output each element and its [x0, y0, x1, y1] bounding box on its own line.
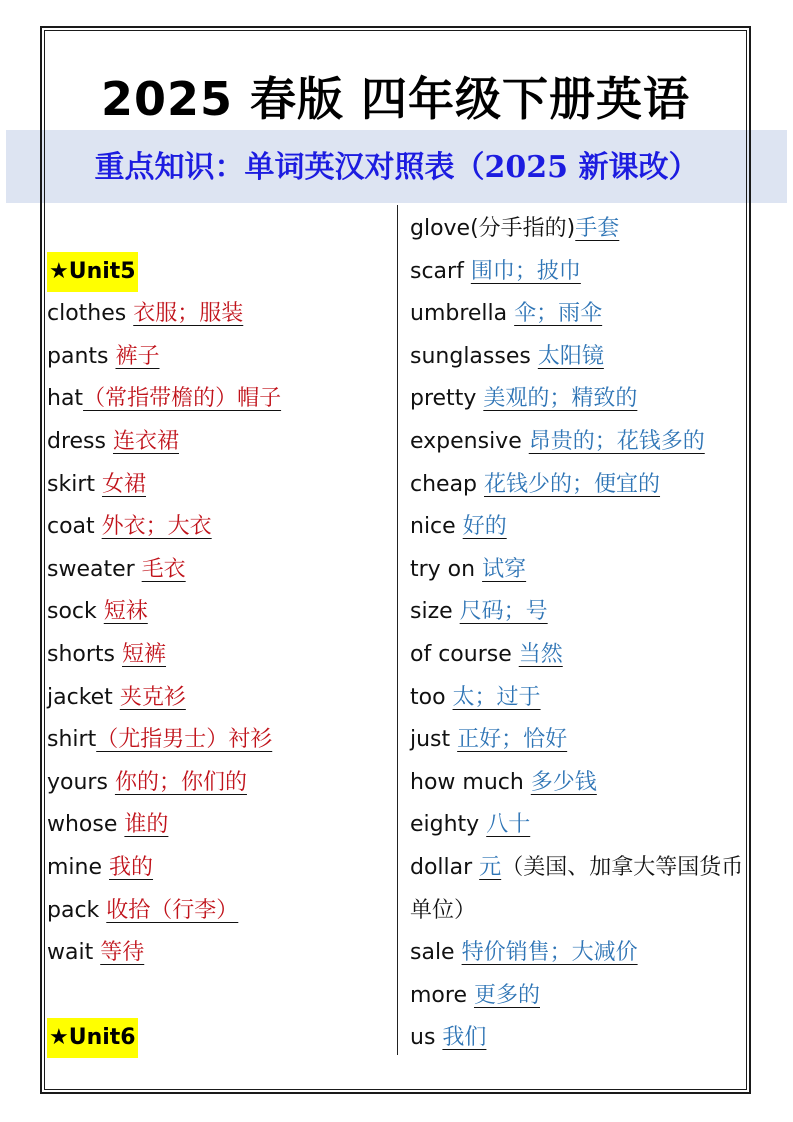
vocab-row: [410, 677, 748, 720]
english-word: whose: [47, 812, 125, 838]
vocab-row: [410, 762, 748, 805]
vocab-row: [410, 251, 748, 294]
english-word: pretty: [410, 386, 484, 412]
chinese-meaning: 太；过于: [452, 684, 541, 710]
vocab-row: [410, 208, 748, 251]
english-word: of course: [410, 641, 519, 667]
vocab-row: [47, 549, 392, 592]
vocab-row: [410, 932, 748, 975]
english-word: dress: [47, 428, 113, 454]
chinese-meaning: 试穿: [482, 556, 527, 582]
english-word: try on: [410, 556, 483, 582]
vocab-row: [410, 464, 748, 507]
english-word: yours: [47, 769, 115, 795]
chinese-meaning: 短裤: [122, 641, 167, 667]
chinese-meaning: 当然: [518, 641, 563, 667]
chinese-meaning: 太阳镜: [537, 343, 604, 369]
vocab-row: [410, 336, 748, 379]
vocab-row: [47, 677, 392, 720]
vocab-row: [47, 719, 392, 762]
chinese-meaning: 连衣裙: [112, 428, 179, 454]
chinese-meaning: 好的: [462, 514, 507, 540]
chinese-meaning: 正好；恰好: [457, 727, 568, 753]
chinese-meaning: 毛衣: [141, 556, 186, 582]
vocab-row: [410, 293, 748, 336]
spacer-row: [47, 975, 392, 1018]
english-word: us: [410, 1025, 443, 1051]
chinese-meaning: 更多的: [473, 982, 540, 1008]
chinese-meaning: 外衣；大衣: [101, 514, 212, 540]
chinese-meaning: 衣服；服装: [133, 301, 244, 327]
english-word: shorts: [47, 641, 122, 667]
chinese-meaning: 花钱少的；便宜的: [484, 471, 661, 497]
unit6-label: ★Unit6: [47, 1018, 138, 1058]
vocab-row: [47, 847, 392, 890]
vocab-row: [410, 975, 748, 1018]
english-word: skirt: [47, 471, 102, 497]
english-word: scarf: [410, 258, 471, 284]
chinese-meaning: （尤指男士）衬衫: [96, 727, 273, 753]
vocab-row: [47, 293, 392, 336]
spacer-row: [47, 208, 392, 251]
page-title: 2025 春版 四年级下册英语: [100, 72, 691, 126]
vocab-row: [47, 890, 392, 933]
page-subtitle: 重点知识：单词英汉对照表（2025 新课改）: [94, 150, 699, 185]
chinese-meaning: 八十: [486, 812, 531, 838]
vocab-row: [47, 804, 392, 847]
english-word: more: [410, 982, 474, 1008]
english-word: coat: [47, 514, 102, 540]
english-word: shirt: [47, 727, 97, 753]
chinese-meaning: 裤子: [115, 343, 160, 369]
unit5-label: ★Unit5: [47, 252, 138, 292]
chinese-meaning: 多少钱: [530, 769, 597, 795]
english-word: sunglasses: [410, 343, 538, 369]
unit-heading: [47, 251, 392, 294]
english-word: umbrella: [410, 301, 515, 327]
chinese-meaning: 收拾（行李）: [106, 897, 239, 923]
unit-heading: [47, 1017, 392, 1060]
right-word-column: [410, 208, 748, 1060]
english-word: just: [410, 727, 458, 753]
vocab-row: [410, 378, 748, 421]
chinese-meaning: 美观的；精致的: [483, 386, 638, 412]
vocab-row: [47, 336, 392, 379]
english-word: mine: [47, 854, 110, 880]
english-word: clothes: [47, 301, 134, 327]
vocab-row: [47, 421, 392, 464]
vocab-row: [47, 762, 392, 805]
english-word: sale: [410, 940, 462, 966]
vocab-row: [410, 847, 748, 932]
chinese-meaning: 昂贵的；花钱多的: [528, 428, 705, 454]
chinese-meaning: 我的: [109, 854, 154, 880]
vocab-row: [410, 719, 748, 762]
english-word: expensive: [410, 428, 529, 454]
english-word: sock: [47, 599, 104, 625]
vocab-row: [47, 932, 392, 975]
chinese-meaning: 女裙: [101, 471, 146, 497]
vocab-row: [47, 378, 392, 421]
vocab-row: [410, 1017, 748, 1060]
chinese-meaning: 伞；雨伞: [514, 301, 603, 327]
chinese-meaning: （常指带檐的）帽子: [83, 386, 282, 412]
column-divider: [397, 205, 398, 1055]
english-word: glove(分手指的): [410, 216, 576, 241]
vocab-row: [47, 634, 392, 677]
vocab-row: [410, 804, 748, 847]
chinese-meaning: 尺码；号: [459, 599, 548, 625]
vocab-row: [47, 591, 392, 634]
english-word: jacket: [47, 684, 120, 710]
english-word: pants: [47, 343, 116, 369]
english-word: nice: [410, 514, 463, 540]
vocab-row: [47, 506, 392, 549]
chinese-meaning: 短袜: [103, 599, 148, 625]
chinese-meaning: 我们: [442, 1025, 487, 1051]
english-word: how much: [410, 769, 531, 795]
english-word: wait: [47, 940, 101, 966]
vocab-row: [410, 506, 748, 549]
vocab-row: [47, 464, 392, 507]
chinese-meaning: 围巾；披巾: [470, 258, 581, 284]
english-word: eighty: [410, 812, 487, 838]
chinese-meaning: 谁的: [124, 812, 169, 838]
english-word: dollar: [410, 854, 480, 880]
chinese-meaning: 手套: [575, 216, 620, 241]
vocab-row: [410, 421, 748, 464]
left-word-column: [47, 208, 392, 1060]
vocab-row: [410, 634, 748, 677]
english-word: hat: [47, 386, 84, 412]
english-word: size: [410, 599, 460, 625]
chinese-meaning: 元: [479, 854, 502, 880]
meaning-note: （美国、加拿大等国货币单位）: [410, 854, 744, 923]
vocab-row: [410, 549, 748, 592]
english-word: pack: [47, 897, 107, 923]
chinese-meaning: 你的；你们的: [114, 769, 247, 795]
english-word: cheap: [410, 471, 485, 497]
chinese-meaning: 夹克衫: [119, 684, 186, 710]
english-word: too: [410, 684, 453, 710]
vocab-row: [410, 591, 748, 634]
chinese-meaning: 等待: [100, 940, 145, 966]
english-word: sweater: [47, 556, 142, 582]
chinese-meaning: 特价销售；大减价: [461, 940, 638, 966]
